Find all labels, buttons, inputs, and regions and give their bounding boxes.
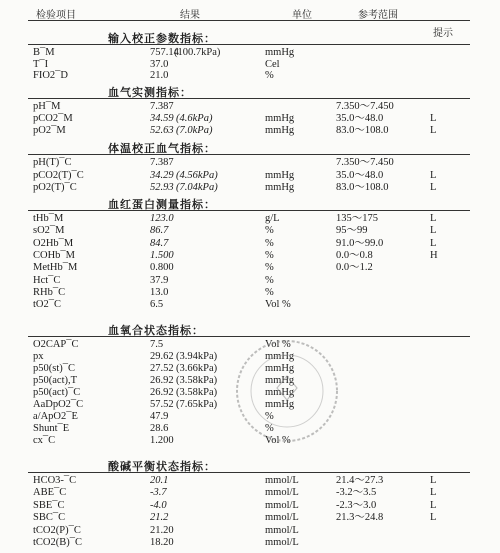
section-title: 体温校正血气指标： xyxy=(108,142,216,155)
item-result: 34.59 xyxy=(150,113,174,124)
item-flag: L xyxy=(430,113,437,124)
item-name: tCO2(P)¯C xyxy=(33,524,81,536)
item-unit: % xyxy=(265,249,274,261)
item-unit: % xyxy=(265,423,274,434)
item-result-kpa: (7.65kPa) xyxy=(176,399,218,410)
item-unit: mmHg xyxy=(265,387,295,398)
item-result: 86.7 xyxy=(150,225,169,237)
item-unit: mmHg xyxy=(265,182,295,193)
item-name: O2Hb¯M xyxy=(33,237,74,249)
item-name: sO2¯M xyxy=(33,225,65,237)
item-unit: mmHg xyxy=(265,47,295,58)
item-name: SBC¯C xyxy=(33,512,66,524)
item-result-kpa: (100.7kPa) xyxy=(174,47,221,58)
item-unit: % xyxy=(265,274,274,286)
item-unit: % xyxy=(265,411,274,422)
item-name: COHb¯M xyxy=(33,249,76,261)
item-reference-range: 35.0～48.0 xyxy=(336,113,384,124)
item-unit: % xyxy=(265,225,274,237)
item-name: p50(act),T xyxy=(33,375,78,386)
item-result-kpa: (4.56kPa) xyxy=(176,169,218,181)
section-rule xyxy=(28,154,470,155)
item-flag: L xyxy=(430,225,437,237)
item-reference-range: 91.0～99.0 xyxy=(336,237,384,249)
item-name: p50(act)¯C xyxy=(33,387,81,398)
item-unit: Vol % xyxy=(265,435,291,446)
section-rule xyxy=(28,98,470,99)
item-result: 52.93 xyxy=(150,182,174,193)
header-unit: 单位 xyxy=(292,10,312,21)
section-title: 血氧合状态指标： xyxy=(108,324,204,337)
item-result: 123.0 xyxy=(150,213,174,224)
item-name: T¯I xyxy=(33,58,49,70)
item-flag: L xyxy=(430,487,437,499)
item-reference-range: 95～99 xyxy=(336,225,368,237)
item-result: 7.387 xyxy=(150,157,174,168)
item-flag: L xyxy=(430,499,437,511)
item-flag: L xyxy=(430,182,437,193)
header-flag: 提示 xyxy=(433,28,453,39)
item-unit: mmHg xyxy=(265,113,295,124)
item-result: 21.2 xyxy=(150,512,169,524)
header-result: 结果 xyxy=(180,10,200,21)
item-name: pH(T)¯C xyxy=(33,157,72,168)
item-unit: mmHg xyxy=(265,375,295,386)
header-ref: 参考范围 xyxy=(358,10,398,21)
item-unit: mmol/L xyxy=(265,487,299,499)
item-result: 1.500 xyxy=(150,249,174,261)
item-name: ABE¯C xyxy=(33,487,67,499)
item-reference-range: 83.0～108.0 xyxy=(336,182,389,193)
item-result: 27.52 xyxy=(150,363,174,374)
item-name: RHb¯C xyxy=(33,286,66,298)
item-reference-range: -3.2～3.5 xyxy=(336,487,377,499)
item-unit: mmol/L xyxy=(265,524,299,536)
item-result: -4.0 xyxy=(150,499,167,511)
item-flag: H xyxy=(430,249,438,261)
item-result: -3.7 xyxy=(150,487,167,499)
item-flag: L xyxy=(430,475,437,486)
item-reference-range: 35.0～48.0 xyxy=(336,169,384,181)
item-result: 21.0 xyxy=(150,70,169,81)
item-name: a/ApO2¯E xyxy=(33,411,78,422)
item-result: 21.20 xyxy=(150,524,174,536)
item-flag: L xyxy=(430,237,437,249)
item-result: 84.7 xyxy=(150,237,169,249)
item-name: O2CAP¯C xyxy=(33,339,79,350)
item-reference-range: 0.0～0.8 xyxy=(336,249,373,261)
item-name: pCO2¯M xyxy=(33,113,73,124)
item-result: 28.6 xyxy=(150,423,169,434)
item-result-kpa: (7.04kPa) xyxy=(176,182,218,193)
item-result: 47.9 xyxy=(150,411,169,422)
item-unit: mmHg xyxy=(265,363,295,374)
item-reference-range: 0.0～1.2 xyxy=(336,262,373,274)
item-name: Hct¯C xyxy=(33,274,61,286)
header-item: 检验项目 xyxy=(36,10,76,21)
hospital-stamp xyxy=(232,336,342,446)
item-name: B¯M xyxy=(33,47,55,58)
item-unit: mmHg xyxy=(265,399,295,410)
item-result: 13.0 xyxy=(150,286,169,298)
section-title: 血气实测指标： xyxy=(108,86,192,99)
item-flag: L xyxy=(430,169,437,181)
item-reference-range: 21.3～24.8 xyxy=(336,512,384,524)
item-unit: % xyxy=(265,70,274,81)
item-reference-range: 21.4～27.3 xyxy=(336,475,384,486)
item-unit: % xyxy=(265,237,274,249)
item-result: 52.63 xyxy=(150,125,174,136)
header-rule xyxy=(28,20,470,21)
item-result-kpa: (3.66kPa) xyxy=(176,363,218,374)
item-reference-range: 7.350～7.450 xyxy=(336,157,394,168)
item-reference-range: -2.3～3.0 xyxy=(336,499,377,511)
item-unit: mmHg xyxy=(265,125,295,136)
item-name: Shunt¯E xyxy=(33,423,70,434)
item-name: pO2¯M xyxy=(33,125,66,136)
item-name: FIO2¯D xyxy=(33,70,69,81)
item-result: 57.52 xyxy=(150,399,174,410)
item-result: 37.0 xyxy=(150,58,169,70)
item-flag: L xyxy=(430,512,437,524)
item-result: 29.62 xyxy=(150,351,174,362)
section-title: 血红蛋白测量指标： xyxy=(108,198,216,211)
item-result-kpa: (4.6kPa) xyxy=(176,113,213,124)
item-reference-range: 83.0～108.0 xyxy=(336,125,389,136)
item-result: 34.29 xyxy=(150,169,174,181)
item-name: AaDpO2¯C xyxy=(33,399,84,410)
item-result: 7.387 xyxy=(150,101,174,112)
item-unit: mmol/L xyxy=(265,475,299,486)
section-title: 输入校正参数指标： xyxy=(108,32,216,45)
item-unit: Vol % xyxy=(265,339,291,350)
item-unit: mmol/L xyxy=(265,537,299,548)
item-unit: mmol/L xyxy=(265,512,299,524)
item-result: 1.200 xyxy=(150,435,174,446)
item-reference-range: 135～175 xyxy=(336,213,378,224)
item-name: SBE¯C xyxy=(33,499,65,511)
item-result: 7.5 xyxy=(150,339,164,350)
item-name: tO2¯C xyxy=(33,299,62,311)
item-name: MetHb¯M xyxy=(33,262,78,274)
item-result: 26.92 xyxy=(150,387,174,398)
item-unit: mmHg xyxy=(265,169,295,181)
item-name: px xyxy=(33,351,44,362)
item-unit: Cel xyxy=(265,58,280,70)
section-rule xyxy=(28,472,470,473)
item-name: HCO3-¯C xyxy=(33,475,77,486)
item-flag: L xyxy=(430,125,437,136)
item-unit: mmol/L xyxy=(265,499,299,511)
item-result-kpa: (3.94kPa) xyxy=(176,351,218,362)
item-name: pCO2(T)¯C xyxy=(33,169,84,181)
item-name: tHb¯M xyxy=(33,213,64,224)
item-name: cx¯C xyxy=(33,435,56,446)
item-unit: % xyxy=(265,262,274,274)
item-result: 20.1 xyxy=(150,475,169,486)
item-result-kpa: (3.58kPa) xyxy=(176,387,218,398)
section-rule xyxy=(28,44,470,45)
item-result: 0.800 xyxy=(150,262,174,274)
item-name: p50(st)¯C xyxy=(33,363,75,374)
item-result: 6.5 xyxy=(150,299,164,311)
item-unit: g/L xyxy=(265,213,280,224)
item-result-kpa: (3.58kPa) xyxy=(176,375,218,386)
item-flag: L xyxy=(430,213,437,224)
section-title: 酸碱平衡状态指标： xyxy=(108,460,216,473)
item-reference-range: 7.350～7.450 xyxy=(336,101,394,112)
item-name: tCO2(B)¯C xyxy=(33,537,83,548)
item-name: pH¯M xyxy=(33,101,61,112)
section-rule xyxy=(28,210,470,211)
item-result: 757.14 xyxy=(150,47,179,58)
item-name: pO2(T)¯C xyxy=(33,182,77,193)
item-result: 37.9 xyxy=(150,274,169,286)
item-unit: % xyxy=(265,286,274,298)
item-result: 18.20 xyxy=(150,537,174,548)
item-result-kpa: (7.0kPa) xyxy=(176,125,213,136)
item-unit: mmHg xyxy=(265,351,295,362)
item-unit: Vol % xyxy=(265,299,291,311)
item-result: 26.92 xyxy=(150,375,174,386)
